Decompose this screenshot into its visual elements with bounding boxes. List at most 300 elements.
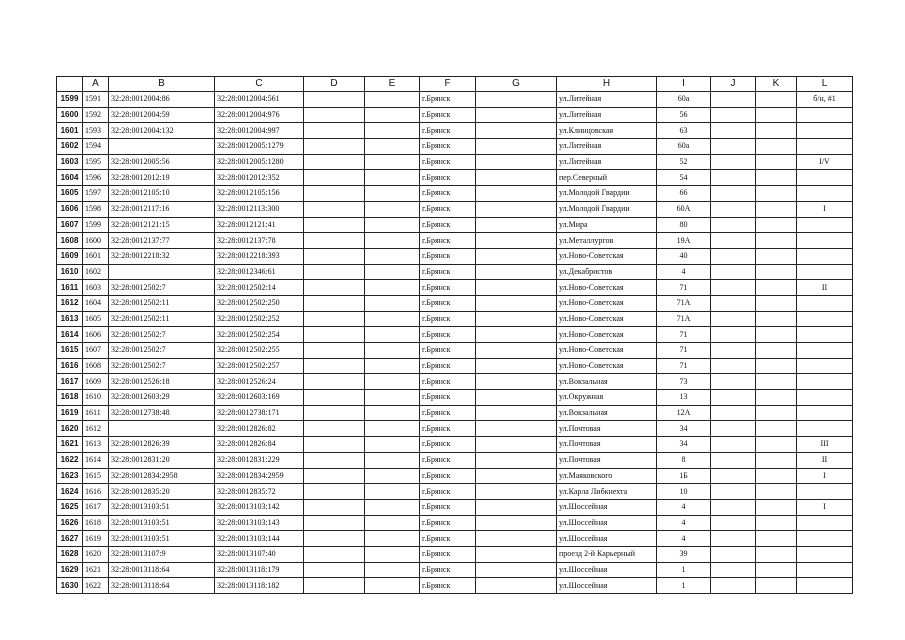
cell-e[interactable]	[365, 92, 420, 108]
cell-e[interactable]	[365, 515, 420, 531]
cell-f[interactable]: г.Брянск	[420, 578, 476, 594]
cell-k[interactable]	[756, 280, 797, 296]
cell-e[interactable]	[365, 295, 420, 311]
cell-b[interactable]: 32:28:0012012:19	[109, 170, 215, 186]
cell-d[interactable]	[304, 468, 365, 484]
cell-e[interactable]	[365, 280, 420, 296]
cell-d[interactable]	[304, 233, 365, 249]
cell-i[interactable]: 4	[657, 264, 711, 280]
cell-e[interactable]	[365, 201, 420, 217]
cell-b[interactable]: 32:28:0012835:20	[109, 484, 215, 500]
cell-j[interactable]	[711, 139, 756, 155]
column-header-d[interactable]: D	[304, 77, 365, 92]
cell-i[interactable]: 71	[657, 358, 711, 374]
row-number[interactable]: 1630	[57, 578, 83, 594]
cell-j[interactable]	[711, 280, 756, 296]
cell-b[interactable]: 32:28:0012218:32	[109, 248, 215, 264]
cell-i[interactable]: 34	[657, 437, 711, 453]
cell-g[interactable]	[476, 358, 557, 374]
cell-f[interactable]: г.Брянск	[420, 264, 476, 280]
cell-c[interactable]: 32:28:0013118:182	[215, 578, 304, 594]
cell-a[interactable]: 1594	[83, 139, 109, 155]
cell-l[interactable]	[797, 107, 853, 123]
row-number[interactable]: 1621	[57, 437, 83, 453]
row-number[interactable]: 1600	[57, 107, 83, 123]
row-number[interactable]: 1601	[57, 123, 83, 139]
cell-k[interactable]	[756, 201, 797, 217]
cell-i[interactable]: 71А	[657, 295, 711, 311]
cell-a[interactable]: 1621	[83, 562, 109, 578]
cell-f[interactable]: г.Брянск	[420, 531, 476, 547]
cell-l[interactable]	[797, 531, 853, 547]
row-number[interactable]: 1629	[57, 562, 83, 578]
cell-j[interactable]	[711, 295, 756, 311]
cell-g[interactable]	[476, 578, 557, 594]
cell-b[interactable]: 32:28:0012502:7	[109, 358, 215, 374]
cell-j[interactable]	[711, 123, 756, 139]
cell-j[interactable]	[711, 217, 756, 233]
cell-e[interactable]	[365, 358, 420, 374]
cell-l[interactable]	[797, 233, 853, 249]
column-header-k[interactable]: K	[756, 77, 797, 92]
cell-b[interactable]: 32:28:0012502:7	[109, 343, 215, 359]
cell-c[interactable]: 32:28:0012502:255	[215, 343, 304, 359]
cell-d[interactable]	[304, 311, 365, 327]
cell-c[interactable]: 32:28:0012835:72	[215, 484, 304, 500]
cell-j[interactable]	[711, 311, 756, 327]
cell-c[interactable]: 32:28:0012012:352	[215, 170, 304, 186]
cell-f[interactable]: г.Брянск	[420, 123, 476, 139]
cell-b[interactable]: 32:28:0012121:15	[109, 217, 215, 233]
cell-l[interactable]	[797, 390, 853, 406]
cell-f[interactable]: г.Брянск	[420, 452, 476, 468]
cell-i[interactable]: 60а	[657, 139, 711, 155]
cell-f[interactable]: г.Брянск	[420, 437, 476, 453]
cell-c[interactable]: 32:28:0012137:78	[215, 233, 304, 249]
cell-c[interactable]: 32:28:0012005:1279	[215, 139, 304, 155]
cell-b[interactable]: 32:28:0013103:51	[109, 531, 215, 547]
cell-i[interactable]: 63	[657, 123, 711, 139]
cell-f[interactable]: г.Брянск	[420, 201, 476, 217]
cell-h[interactable]: ул.Окружная	[557, 390, 657, 406]
cell-b[interactable]: 32:28:0013118:64	[109, 562, 215, 578]
cell-i[interactable]: 60а	[657, 92, 711, 108]
cell-d[interactable]	[304, 248, 365, 264]
cell-h[interactable]: ул.Литейная	[557, 107, 657, 123]
cell-c[interactable]: 32:28:0012502:254	[215, 327, 304, 343]
cell-b[interactable]: 32:28:0012105:10	[109, 186, 215, 202]
cell-d[interactable]	[304, 531, 365, 547]
cell-d[interactable]	[304, 123, 365, 139]
cell-e[interactable]	[365, 390, 420, 406]
cell-g[interactable]	[476, 405, 557, 421]
cell-c[interactable]: 32:28:0012004:997	[215, 123, 304, 139]
cell-f[interactable]: г.Брянск	[420, 311, 476, 327]
cell-j[interactable]	[711, 201, 756, 217]
row-number[interactable]: 1611	[57, 280, 83, 296]
cell-a[interactable]: 1606	[83, 327, 109, 343]
cell-l[interactable]	[797, 515, 853, 531]
cell-d[interactable]	[304, 390, 365, 406]
row-number[interactable]: 1612	[57, 295, 83, 311]
cell-e[interactable]	[365, 327, 420, 343]
cell-h[interactable]: ул.Шоссейная	[557, 515, 657, 531]
cell-k[interactable]	[756, 123, 797, 139]
cell-l[interactable]	[797, 421, 853, 437]
cell-b[interactable]: 32:28:0012502:11	[109, 295, 215, 311]
cell-l[interactable]	[797, 248, 853, 264]
cell-i[interactable]: 10	[657, 484, 711, 500]
cell-d[interactable]	[304, 405, 365, 421]
cell-i[interactable]: 40	[657, 248, 711, 264]
cell-f[interactable]: г.Брянск	[420, 358, 476, 374]
cell-b[interactable]: 32:28:0012004:132	[109, 123, 215, 139]
cell-g[interactable]	[476, 217, 557, 233]
cell-i[interactable]: 52	[657, 154, 711, 170]
cell-h[interactable]: ул.Литейная	[557, 154, 657, 170]
cell-c[interactable]: 32:28:0013118:179	[215, 562, 304, 578]
cell-e[interactable]	[365, 233, 420, 249]
cell-k[interactable]	[756, 437, 797, 453]
cell-c[interactable]: 32:28:0012113:300	[215, 201, 304, 217]
cell-k[interactable]	[756, 264, 797, 280]
cell-b[interactable]: 32:28:0013103:51	[109, 499, 215, 515]
cell-f[interactable]: г.Брянск	[420, 515, 476, 531]
row-number[interactable]: 1610	[57, 264, 83, 280]
cell-f[interactable]: г.Брянск	[420, 405, 476, 421]
cell-f[interactable]: г.Брянск	[420, 217, 476, 233]
cell-e[interactable]	[365, 468, 420, 484]
cell-k[interactable]	[756, 170, 797, 186]
cell-f[interactable]: г.Брянск	[420, 154, 476, 170]
cell-e[interactable]	[365, 311, 420, 327]
cell-b[interactable]: 32:28:0012826:39	[109, 437, 215, 453]
cell-d[interactable]	[304, 437, 365, 453]
cell-g[interactable]	[476, 374, 557, 390]
cell-c[interactable]: 32:28:0012603:169	[215, 390, 304, 406]
cell-e[interactable]	[365, 499, 420, 515]
cell-h[interactable]: ул.Молодой Гвардии	[557, 186, 657, 202]
row-number[interactable]: 1627	[57, 531, 83, 547]
cell-e[interactable]	[365, 562, 420, 578]
cell-e[interactable]	[365, 248, 420, 264]
cell-a[interactable]: 1603	[83, 280, 109, 296]
cell-f[interactable]: г.Брянск	[420, 139, 476, 155]
cell-i[interactable]: 39	[657, 546, 711, 562]
cell-l[interactable]	[797, 123, 853, 139]
column-header-h[interactable]: H	[557, 77, 657, 92]
cell-i[interactable]: 66	[657, 186, 711, 202]
cell-b[interactable]: 32:28:0013103:51	[109, 515, 215, 531]
cell-d[interactable]	[304, 217, 365, 233]
cell-h[interactable]: ул.Ново-Советская	[557, 327, 657, 343]
cell-j[interactable]	[711, 233, 756, 249]
cell-b[interactable]: 32:28:0012603:29	[109, 390, 215, 406]
cell-c[interactable]: 32:28:0013103:142	[215, 499, 304, 515]
cell-b[interactable]: 32:28:0012004:86	[109, 92, 215, 108]
cell-k[interactable]	[756, 343, 797, 359]
cell-i[interactable]: 4	[657, 499, 711, 515]
cell-k[interactable]	[756, 139, 797, 155]
cell-b[interactable]: 32:28:0012137:77	[109, 233, 215, 249]
cell-h[interactable]: ул.Ново-Советская	[557, 295, 657, 311]
row-number[interactable]: 1604	[57, 170, 83, 186]
cell-i[interactable]: 1Б	[657, 468, 711, 484]
cell-i[interactable]: 60А	[657, 201, 711, 217]
cell-g[interactable]	[476, 421, 557, 437]
cell-i[interactable]: 1	[657, 578, 711, 594]
cell-k[interactable]	[756, 499, 797, 515]
cell-a[interactable]: 1619	[83, 531, 109, 547]
cell-j[interactable]	[711, 531, 756, 547]
cell-d[interactable]	[304, 515, 365, 531]
cell-e[interactable]	[365, 123, 420, 139]
cell-l[interactable]	[797, 374, 853, 390]
cell-a[interactable]: 1608	[83, 358, 109, 374]
row-number[interactable]: 1624	[57, 484, 83, 500]
cell-h[interactable]: проезд 2-й Карьерный	[557, 546, 657, 562]
cell-b[interactable]: 32:28:0012831:20	[109, 452, 215, 468]
cell-g[interactable]	[476, 280, 557, 296]
cell-h[interactable]: ул.Карла Либкнехта	[557, 484, 657, 500]
cell-g[interactable]	[476, 343, 557, 359]
cell-g[interactable]	[476, 468, 557, 484]
cell-f[interactable]: г.Брянск	[420, 248, 476, 264]
cell-l[interactable]	[797, 578, 853, 594]
cell-f[interactable]: г.Брянск	[420, 295, 476, 311]
corner-cell[interactable]	[57, 77, 83, 92]
cell-c[interactable]: 32:28:0012121:41	[215, 217, 304, 233]
cell-a[interactable]: 1622	[83, 578, 109, 594]
cell-a[interactable]: 1607	[83, 343, 109, 359]
column-header-l[interactable]: L	[797, 77, 853, 92]
cell-k[interactable]	[756, 233, 797, 249]
cell-h[interactable]: ул.Вокзальная	[557, 374, 657, 390]
cell-h[interactable]: ул.Декабристов	[557, 264, 657, 280]
cell-d[interactable]	[304, 92, 365, 108]
cell-h[interactable]: ул.Почтовая	[557, 421, 657, 437]
row-number[interactable]: 1623	[57, 468, 83, 484]
cell-l[interactable]	[797, 311, 853, 327]
cell-j[interactable]	[711, 170, 756, 186]
cell-g[interactable]	[476, 311, 557, 327]
cell-g[interactable]	[476, 201, 557, 217]
cell-k[interactable]	[756, 452, 797, 468]
cell-h[interactable]: ул.Ново-Советская	[557, 311, 657, 327]
cell-a[interactable]: 1620	[83, 546, 109, 562]
row-number[interactable]: 1617	[57, 374, 83, 390]
cell-g[interactable]	[476, 452, 557, 468]
cell-l[interactable]: б/н, #1	[797, 92, 853, 108]
cell-a[interactable]: 1615	[83, 468, 109, 484]
column-header-e[interactable]: E	[365, 77, 420, 92]
cell-h[interactable]: ул.Литейная	[557, 139, 657, 155]
cell-e[interactable]	[365, 546, 420, 562]
cell-h[interactable]: ул.Металлургов	[557, 233, 657, 249]
cell-a[interactable]: 1617	[83, 499, 109, 515]
cell-l[interactable]	[797, 405, 853, 421]
cell-b[interactable]: 32:28:0012738:48	[109, 405, 215, 421]
cell-l[interactable]: III	[797, 437, 853, 453]
cell-f[interactable]: г.Брянск	[420, 484, 476, 500]
cell-h[interactable]: ул.Шоссейная	[557, 499, 657, 515]
cell-i[interactable]: 71	[657, 280, 711, 296]
cell-i[interactable]: 8	[657, 452, 711, 468]
cell-a[interactable]: 1609	[83, 374, 109, 390]
cell-h[interactable]: ул.Мира	[557, 217, 657, 233]
cell-a[interactable]: 1614	[83, 452, 109, 468]
cell-e[interactable]	[365, 170, 420, 186]
cell-e[interactable]	[365, 531, 420, 547]
cell-g[interactable]	[476, 92, 557, 108]
cell-a[interactable]: 1618	[83, 515, 109, 531]
cell-b[interactable]: 32:28:0012502:7	[109, 327, 215, 343]
cell-d[interactable]	[304, 358, 365, 374]
cell-d[interactable]	[304, 139, 365, 155]
cell-g[interactable]	[476, 107, 557, 123]
cell-l[interactable]: I/V	[797, 154, 853, 170]
cell-g[interactable]	[476, 390, 557, 406]
cell-h[interactable]: ул.Маяковского	[557, 468, 657, 484]
cell-a[interactable]: 1591	[83, 92, 109, 108]
cell-e[interactable]	[365, 264, 420, 280]
cell-g[interactable]	[476, 264, 557, 280]
cell-h[interactable]: ул.Шоссейная	[557, 562, 657, 578]
cell-g[interactable]	[476, 139, 557, 155]
cell-f[interactable]: г.Брянск	[420, 390, 476, 406]
column-header-a[interactable]: A	[83, 77, 109, 92]
cell-d[interactable]	[304, 452, 365, 468]
cell-a[interactable]: 1601	[83, 248, 109, 264]
cell-c[interactable]: 32:28:0012826:82	[215, 421, 304, 437]
cell-j[interactable]	[711, 248, 756, 264]
cell-a[interactable]: 1597	[83, 186, 109, 202]
column-header-j[interactable]: J	[711, 77, 756, 92]
cell-l[interactable]: I	[797, 499, 853, 515]
cell-k[interactable]	[756, 327, 797, 343]
cell-e[interactable]	[365, 484, 420, 500]
cell-d[interactable]	[304, 264, 365, 280]
cell-j[interactable]	[711, 578, 756, 594]
cell-b[interactable]: 32:28:0013107:9	[109, 546, 215, 562]
cell-i[interactable]: 71	[657, 343, 711, 359]
cell-f[interactable]: г.Брянск	[420, 374, 476, 390]
cell-j[interactable]	[711, 358, 756, 374]
cell-k[interactable]	[756, 562, 797, 578]
cell-j[interactable]	[711, 374, 756, 390]
cell-a[interactable]: 1600	[83, 233, 109, 249]
cell-j[interactable]	[711, 484, 756, 500]
cell-c[interactable]: 32:28:0012831:229	[215, 452, 304, 468]
cell-h[interactable]: ул.Клинцовская	[557, 123, 657, 139]
cell-d[interactable]	[304, 578, 365, 594]
cell-a[interactable]: 1612	[83, 421, 109, 437]
cell-l[interactable]	[797, 264, 853, 280]
cell-c[interactable]: 32:28:0012004:976	[215, 107, 304, 123]
cell-g[interactable]	[476, 248, 557, 264]
cell-i[interactable]: 19А	[657, 233, 711, 249]
cell-e[interactable]	[365, 107, 420, 123]
cell-d[interactable]	[304, 201, 365, 217]
cell-k[interactable]	[756, 531, 797, 547]
cell-c[interactable]: 32:28:0012826:84	[215, 437, 304, 453]
column-header-b[interactable]: B	[109, 77, 215, 92]
row-number[interactable]: 1615	[57, 343, 83, 359]
cell-i[interactable]: 4	[657, 515, 711, 531]
cell-j[interactable]	[711, 343, 756, 359]
cell-e[interactable]	[365, 139, 420, 155]
cell-c[interactable]: 32:28:0012218:393	[215, 248, 304, 264]
cell-g[interactable]	[476, 170, 557, 186]
row-number[interactable]: 1613	[57, 311, 83, 327]
cell-j[interactable]	[711, 499, 756, 515]
row-number[interactable]: 1628	[57, 546, 83, 562]
cell-h[interactable]: ул.Ново-Советская	[557, 343, 657, 359]
cell-b[interactable]: 32:28:0012502:7	[109, 280, 215, 296]
cell-k[interactable]	[756, 92, 797, 108]
cell-f[interactable]: г.Брянск	[420, 186, 476, 202]
cell-a[interactable]: 1599	[83, 217, 109, 233]
cell-k[interactable]	[756, 578, 797, 594]
cell-j[interactable]	[711, 390, 756, 406]
cell-j[interactable]	[711, 405, 756, 421]
cell-d[interactable]	[304, 374, 365, 390]
cell-f[interactable]: г.Брянск	[420, 546, 476, 562]
cell-d[interactable]	[304, 343, 365, 359]
cell-a[interactable]: 1613	[83, 437, 109, 453]
cell-c[interactable]: 32:28:0012738:171	[215, 405, 304, 421]
cell-g[interactable]	[476, 515, 557, 531]
cell-e[interactable]	[365, 437, 420, 453]
cell-k[interactable]	[756, 390, 797, 406]
cell-g[interactable]	[476, 295, 557, 311]
cell-c[interactable]: 32:28:0013107:40	[215, 546, 304, 562]
cell-a[interactable]: 1605	[83, 311, 109, 327]
cell-c[interactable]: 32:28:0013103:144	[215, 531, 304, 547]
cell-j[interactable]	[711, 546, 756, 562]
cell-c[interactable]: 32:28:0012502:14	[215, 280, 304, 296]
cell-f[interactable]: г.Брянск	[420, 343, 476, 359]
cell-j[interactable]	[711, 107, 756, 123]
cell-i[interactable]: 1	[657, 562, 711, 578]
cell-h[interactable]: ул.Ново-Советская	[557, 248, 657, 264]
cell-b[interactable]: 32:28:0012117:16	[109, 201, 215, 217]
row-number[interactable]: 1605	[57, 186, 83, 202]
cell-a[interactable]: 1595	[83, 154, 109, 170]
cell-k[interactable]	[756, 311, 797, 327]
cell-k[interactable]	[756, 295, 797, 311]
cell-e[interactable]	[365, 405, 420, 421]
cell-a[interactable]: 1610	[83, 390, 109, 406]
cell-l[interactable]	[797, 170, 853, 186]
cell-f[interactable]: г.Брянск	[420, 107, 476, 123]
column-header-c[interactable]: C	[215, 77, 304, 92]
column-header-f[interactable]: F	[420, 77, 476, 92]
cell-c[interactable]: 32:28:0012502:257	[215, 358, 304, 374]
cell-d[interactable]	[304, 562, 365, 578]
cell-g[interactable]	[476, 154, 557, 170]
row-number[interactable]: 1618	[57, 390, 83, 406]
cell-l[interactable]	[797, 358, 853, 374]
cell-j[interactable]	[711, 452, 756, 468]
row-number[interactable]: 1625	[57, 499, 83, 515]
cell-h[interactable]: ул.Молодой Гвардии	[557, 201, 657, 217]
cell-b[interactable]: 32:28:0012502:11	[109, 311, 215, 327]
row-number[interactable]: 1626	[57, 515, 83, 531]
cell-d[interactable]	[304, 170, 365, 186]
cell-c[interactable]: 32:28:0012105:156	[215, 186, 304, 202]
cell-f[interactable]: г.Брянск	[420, 170, 476, 186]
